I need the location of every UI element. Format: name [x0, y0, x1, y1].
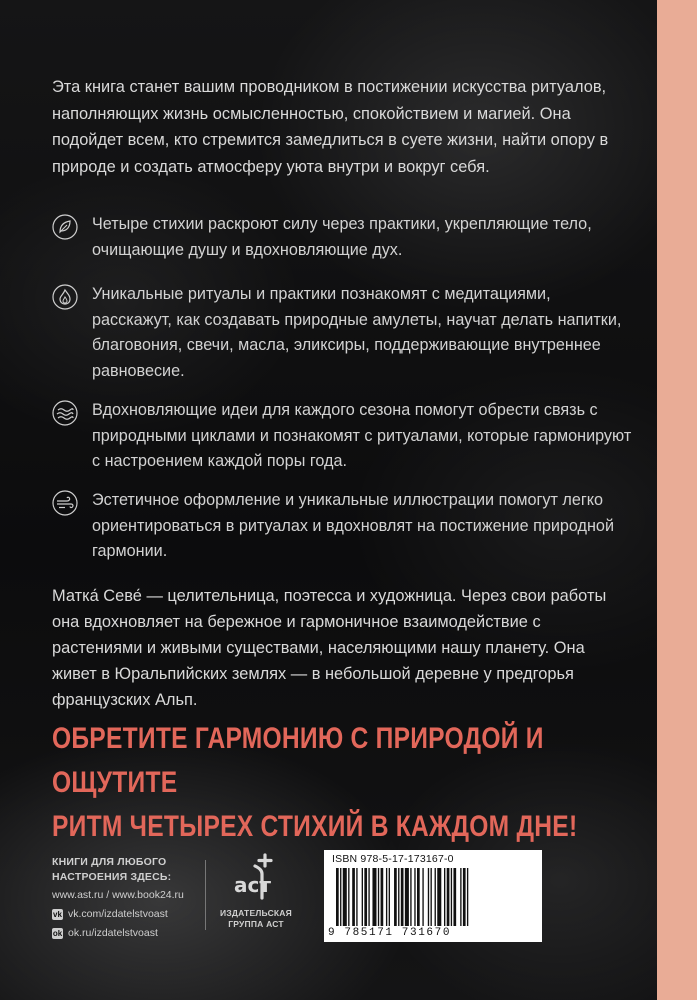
feature-item-rituals [52, 282, 632, 384]
ok-url: ok.ru/izdatelstvoast [68, 927, 158, 939]
feature-text: Вдохновляющие идеи для каждого сезона помогут обрести связь с природными циклами и познакомят с ритуалами, которые гармонируют с настроением каждой поры года. [92, 401, 632, 470]
footer-divider [205, 860, 206, 930]
links-heading-1: КНИГИ ДЛЯ ЛЮБОГО [52, 856, 167, 868]
ok-icon: ok [52, 929, 63, 938]
author-description: — целительница, поэтесса и художница. Через свои работы она вдохновляет на бережное и гармоничное взаимодействие с растениями и живыми существами, населяющими нашу планету. Она живет в Юральпийских землях — в небольшой деревне у предгорья французских Альп. [52, 587, 607, 709]
isbn-text: ISBN 978-5-17-173167-0 [332, 853, 454, 865]
publisher-logo-block [216, 852, 296, 930]
slogan-line-2: РИТМ ЧЕТЫРЕХ СТИХИЙ В КАЖДОМ ДНЕ! [52, 810, 578, 843]
logo-lettering: аст [234, 873, 271, 897]
barcode [324, 850, 542, 942]
slogan-line-1: ОБРЕТИТЕ ГАРМОНИЮ С ПРИРОДОЙ И ОЩУТИТЕ [52, 722, 544, 799]
ast-logo [231, 852, 281, 902]
author-name: Матка́ Севе́ [52, 587, 142, 605]
flame-icon [52, 284, 78, 310]
intro-paragraph: Эта книга станет вашим проводником в постижении искусства ритуалов, наполняющих жизнь осмысленностью, спокойствием и магией. Она подойдет всем, кто стремится замедлиться в суете жизни, найти опору в природе и создать атмосферу уюта внутри и вокруг себя. [52, 78, 609, 176]
ok-link[interactable] [52, 926, 202, 941]
feature-text: Четыре стихии раскроют силу через практики, укрепляющие тело, очищающие душу и вдохновляющие дух. [92, 215, 592, 259]
feature-item-seasons [52, 398, 632, 475]
barcode-bars [334, 868, 532, 926]
waves-icon [52, 400, 78, 426]
slogan [52, 717, 657, 849]
feature-text: Уникальные ритуалы и практики познакомят с медитациями, расскажут, как создавать природные амулеты, научат делать напитки, благовония, свечи, масла, эликсиры, поддерживающие внутреннее равновесие. [92, 285, 622, 380]
vk-link[interactable] [52, 907, 202, 922]
author-bio [52, 583, 632, 713]
publisher-links [52, 855, 202, 941]
feature-item-design [52, 488, 632, 565]
feature-item-elements [52, 212, 632, 263]
publisher-name-2: ГРУППА АСТ [228, 919, 284, 929]
leaf-icon [52, 214, 78, 240]
links-heading-2: НАСТРОЕНИЯ ЗДЕСЬ: [52, 871, 172, 883]
spine-strip [657, 0, 697, 1000]
vk-url: vk.com/izdatelstvoast [68, 908, 168, 920]
publisher-name-1: ИЗДАТЕЛЬСКАЯ [220, 908, 292, 918]
websites-link[interactable]: www.ast.ru / www.book24.ru [52, 889, 184, 901]
barcode-digits: 9 785171 731670 [328, 927, 452, 939]
feature-text: Эстетичное оформление и уникальные иллюстрации помогут легко ориентироваться в ритуалах и вдохновлят на постижение природной гармонии. [92, 491, 614, 560]
vk-icon: vk [53, 910, 62, 919]
wind-icon [52, 490, 78, 516]
